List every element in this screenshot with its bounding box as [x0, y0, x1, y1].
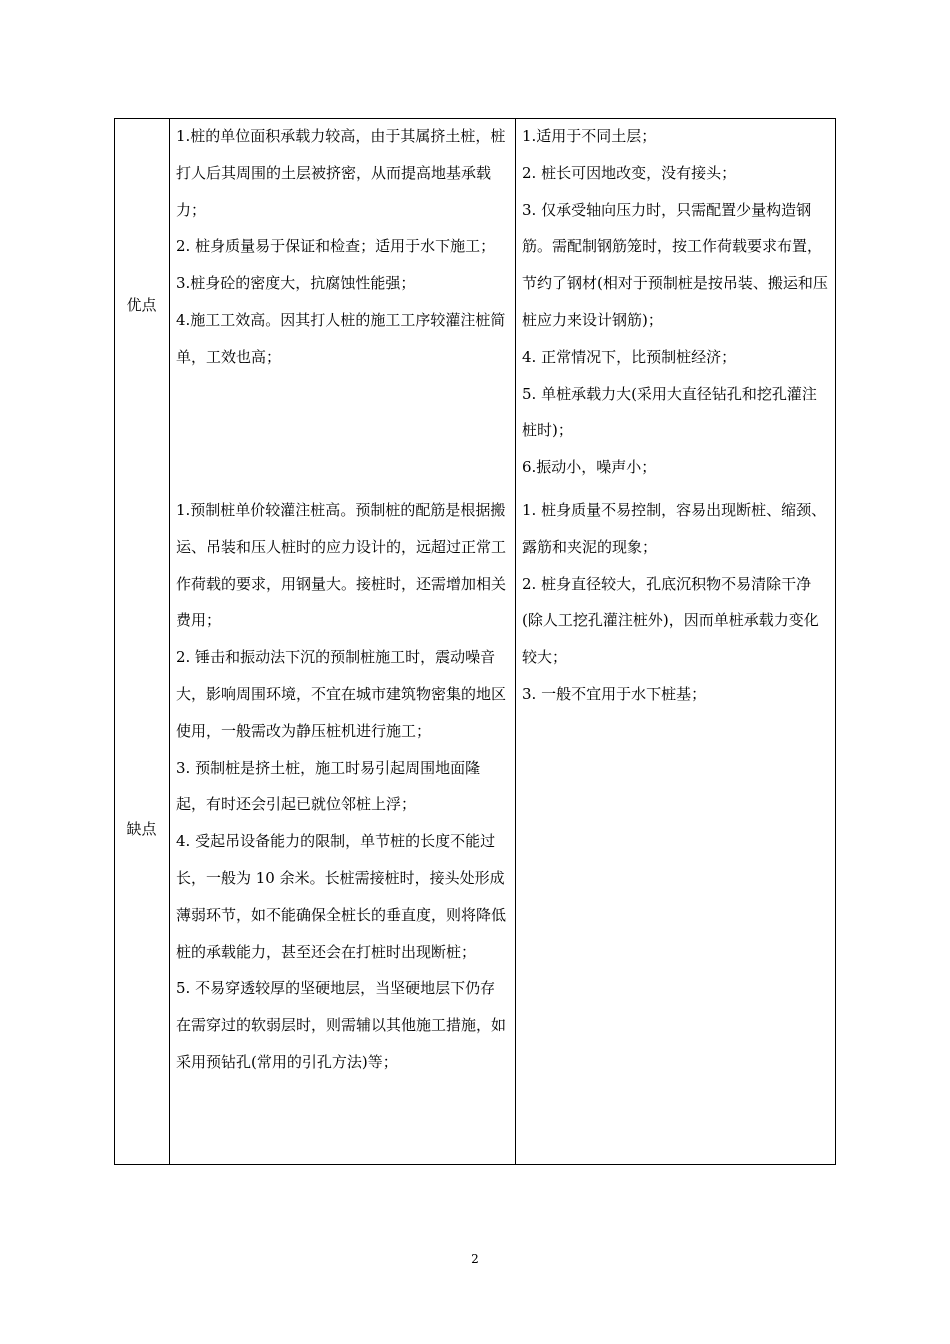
- disadvantage-precast-item: 5. 不易穿透较厚的坚硬地层，当坚硬地层下仍存在需穿过的软弱层时，则需辅以其他施工措施，如采用预钻孔(常用的引孔方法)等；: [176, 979, 507, 1071]
- advantage-precast-item: 2. 桩身质量易于保证和检查；适用于水下施工；: [176, 237, 496, 256]
- advantage-cast-item: 4. 正常情况下，比预制桩经济；: [522, 347, 737, 366]
- disadvantage-cast-item: 2. 桩身直径较大，孔底沉积物不易清除干净(除人工挖孔灌注桩外)，因而单桩承载力变化较大；: [522, 574, 819, 667]
- advantage-cast-item: 2. 桩长可因地改变，没有接头；: [522, 163, 737, 182]
- advantage-cast-item: 5. 单桩承载力大(采用大直径钻孔和挖孔灌注桩时)；: [522, 384, 817, 440]
- advantage-cast-item: 1.适用于不同土层；: [522, 127, 657, 145]
- table-border-right: [835, 118, 836, 1165]
- disadvantage-precast-item: 3. 预制桩是挤土桩，施工时易引起周围地面隆起，有时还会引起已就位邻桩上浮；: [176, 758, 481, 814]
- row-label-disadvantages: 缺点: [126, 820, 157, 838]
- disadvantages-cast-in-place-cell: [522, 492, 828, 713]
- disadvantage-precast-item: 1.预制桩单价较灌注桩高。预制桩的配筋是根据搬运、吊装和压人桩时的应力设计的，远超过正常工作荷载的要求，用钢量大。接桩时，还需增加相关费用；: [176, 501, 507, 630]
- row-label-advantages: 优点: [126, 296, 157, 314]
- page-number: 2: [471, 1252, 479, 1266]
- advantage-cast-item: 6.振动小，噪声小；: [522, 458, 657, 477]
- table-border-label-divider: [169, 118, 170, 1165]
- comparison-table: [114, 118, 836, 1165]
- disadvantage-cast-item: 3. 一般不宜用于水下桩基；: [522, 684, 707, 703]
- table-border-left: [114, 118, 115, 1165]
- advantage-cast-item: 3. 仅承受轴向压力时，只需配置少量构造钢筋。需配制钢筋笼时，按工作荷载要求布置，节约了钢材(相对于预制桩是按吊装、搬运和压桩应力来设计钢筋)；: [522, 200, 828, 329]
- advantages-precast-cell: [176, 118, 510, 376]
- disadvantages-precast-cell: [176, 492, 510, 1081]
- disadvantage-cast-item: 1. 桩身质量不易控制，容易出现断桩、缩颈、露筋和夹泥的现象；: [522, 501, 827, 556]
- disadvantage-precast-item: 2. 锤击和振动法下沉的预制桩施工时，震动噪音大，影响周围环境，不宜在城市建筑物密集的地区使用，一般需改为静压桩机进行施工；: [176, 648, 507, 740]
- table-border-bottom: [114, 1164, 836, 1165]
- advantage-precast-item: 3.桩身砼的密度大，抗腐蚀性能强；: [176, 274, 416, 293]
- advantage-precast-item: 1.桩的单位面积承载力较高，由于其属挤土桩，桩打人后其周围的土层被挤密，从而提高地基承载力；: [176, 127, 506, 219]
- advantages-cast-in-place-cell: [522, 118, 828, 486]
- advantage-precast-item: 4.施工工效高。因其打人桩的施工工序较灌注桩简单，工效也高；: [176, 310, 506, 366]
- table-border-column-divider: [515, 118, 516, 1165]
- disadvantage-precast-item: 4. 受起吊设备能力的限制，单节桩的长度不能过长，一般为 10 余米。长桩需接桩时，接头处形成薄弱环节，如不能确保全桩长的垂直度，则将降低桩的承载能力，甚至还会在打桩时出现断桩；: [176, 832, 507, 961]
